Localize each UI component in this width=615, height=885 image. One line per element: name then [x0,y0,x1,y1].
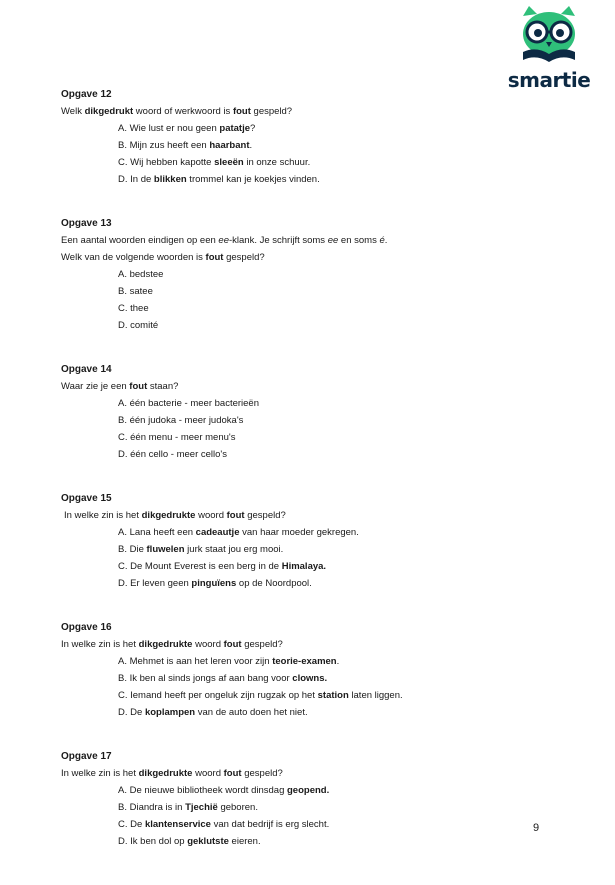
answer-option: B. Die fluwelen jurk staat jou erg mooi. [118,544,284,555]
answer-options [118,395,581,463]
owl-icon [513,6,585,66]
answer-option: A. Mehmet is aan het leren voor zijn teorie-examen. [118,656,340,667]
answer-option: D. comité [118,320,159,331]
exercise-block [61,619,581,721]
exercise-title: Opgave 13 [61,218,112,229]
answer-option: D. één cello - meer cello's [118,449,227,460]
answer-option: C. Wij hebben kapotte sleeën in onze schuur. [118,157,311,168]
smartie-logo [503,6,595,92]
exercise-title: Opgave 16 [61,622,112,633]
exercise-title: Opgave 17 [61,751,112,762]
answer-option: D. Ik ben dol op geklutste eieren. [118,836,261,847]
question-text: Waar zie je een fout staan? [61,381,179,392]
answer-option: C. thee [118,303,149,314]
answer-options [118,653,581,721]
page-number: 9 [533,822,540,834]
question-text: In welke zin is het dikgedrukte woord fout gespeld? [61,639,283,650]
answer-option: B. Ik ben al sinds jongs af aan bang voor clowns. [118,673,328,684]
answer-option: D. In de blikken trommel kan je koekjes vinden. [118,174,320,185]
exercise-title: Opgave 14 [61,364,112,375]
logo-wordmark: smartie [507,68,591,92]
answer-option: B. Mijn zus heeft een haarbant. [118,140,253,151]
exercise-block [61,86,581,188]
answer-option: C. De Mount Everest is een berg in de Himalaya. [118,561,327,572]
answer-option: C. één menu - meer menu's [118,432,236,443]
answer-option: D. De koplampen van de auto doen het niet. [118,707,308,718]
answer-option: B. Diandra is in Tjechië geboren. [118,802,258,813]
exercise-block [61,490,581,592]
answer-option: A. bedstee [118,269,164,280]
question-text: Een aantal woorden eindigen op een ee-klank. Je schrijft soms ee en soms é. [61,235,388,246]
question-text: In welke zin is het dikgedrukte woord fout gespeld? [61,768,283,779]
answer-options [118,524,581,592]
answer-option: A. Wie lust er nou geen patatje? [118,123,256,134]
answer-option: A. De nieuwe bibliotheek wordt dinsdag geopend. [118,785,330,796]
answer-option: C. Iemand heeft per ongeluk zijn rugzak op het station laten liggen. [118,690,403,701]
question-text: Welk van de volgende woorden is fout gespeld? [61,252,265,263]
answer-option: D. Er leven geen pinguïens op de Noordpool. [118,578,312,589]
exercise-block [61,215,581,334]
question-text: In welke zin is het dikgedrukte woord fout gespeld? [64,510,286,521]
exercise-block [61,361,581,463]
question-text: Welk dikgedrukt woord of werkwoord is fout gespeld? [61,106,293,117]
answer-option: B. één judoka - meer judoka's [118,415,244,426]
exercise-list [61,86,581,877]
answer-option: B. satee [118,286,153,297]
answer-option: A. Lana heeft een cadeautje van haar moeder gekregen. [118,527,359,538]
exercise-title: Opgave 15 [61,493,112,504]
answer-options [118,266,581,334]
exercise-title: Opgave 12 [61,89,112,100]
answer-option: A. één bacterie - meer bacterieën [118,398,259,409]
answer-option: C. De klantenservice van dat bedrijf is erg slecht. [118,819,330,830]
answer-options [118,120,581,188]
answer-options [118,782,581,850]
exercise-block [61,748,581,850]
